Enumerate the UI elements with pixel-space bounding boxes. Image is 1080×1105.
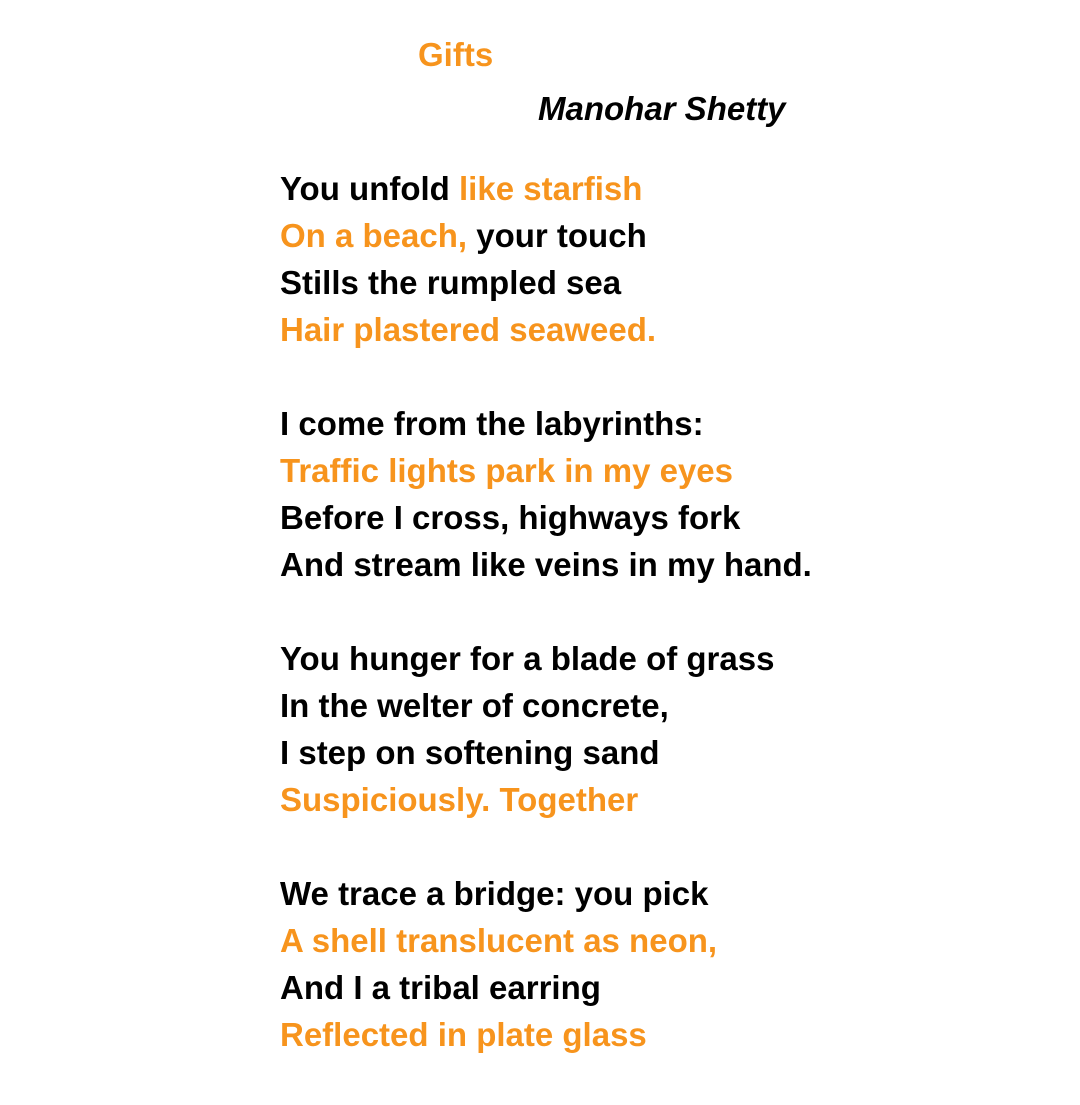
line-segment: In the welter of concrete, [280, 687, 669, 724]
stanza-2 [280, 400, 1070, 588]
poem-line [280, 729, 1070, 776]
poem-line [280, 306, 1070, 353]
poem-body [280, 165, 1070, 1105]
poem-line [280, 870, 1070, 917]
poem-line [280, 494, 1070, 541]
stanza-3 [280, 635, 1070, 823]
line-segment: I come from the labyrinths: [280, 405, 704, 442]
line-segment: Before I cross, highways fork [280, 499, 741, 536]
line-segment: Suspiciously. Together [280, 781, 639, 818]
poem-line [280, 964, 1070, 1011]
poem-line [280, 259, 1070, 306]
line-segment: Stills the rumpled sea [280, 264, 622, 301]
line-segment: And stream like veins in my hand. [280, 546, 812, 583]
poem-line [280, 400, 1070, 447]
poem-line [280, 447, 1070, 494]
poem-line [280, 917, 1070, 964]
poem-line [280, 635, 1070, 682]
line-segment: And I a tribal earring [280, 969, 601, 1006]
poem-line [280, 541, 1070, 588]
line-segment: I step on softening sand [280, 734, 660, 771]
poem-author: Manohar Shetty [538, 90, 786, 127]
line-segment: You unfold [280, 170, 460, 207]
poem-line [280, 776, 1070, 823]
stanza-4 [280, 870, 1070, 1058]
line-segment: You hunger for a blade of grass [280, 640, 775, 677]
poem-line [280, 682, 1070, 729]
line-segment: Traffic lights park in my eyes [280, 452, 734, 489]
line-segment: We trace a bridge: you pick [280, 875, 709, 912]
line-segment: On a beach, [280, 217, 468, 254]
line-segment: A shell translucent as neon, [280, 922, 718, 959]
line-segment: your touch [467, 217, 647, 254]
stanza-1 [280, 165, 1070, 353]
line-segment: Hair plastered seaweed. [280, 311, 657, 348]
poem-line [280, 1011, 1070, 1058]
poem-line [280, 165, 1070, 212]
line-segment: Reflected in plate glass [280, 1016, 647, 1053]
line-segment: like starfish [459, 170, 643, 207]
poem-title: Gifts [418, 36, 494, 73]
poem-line [280, 212, 1070, 259]
